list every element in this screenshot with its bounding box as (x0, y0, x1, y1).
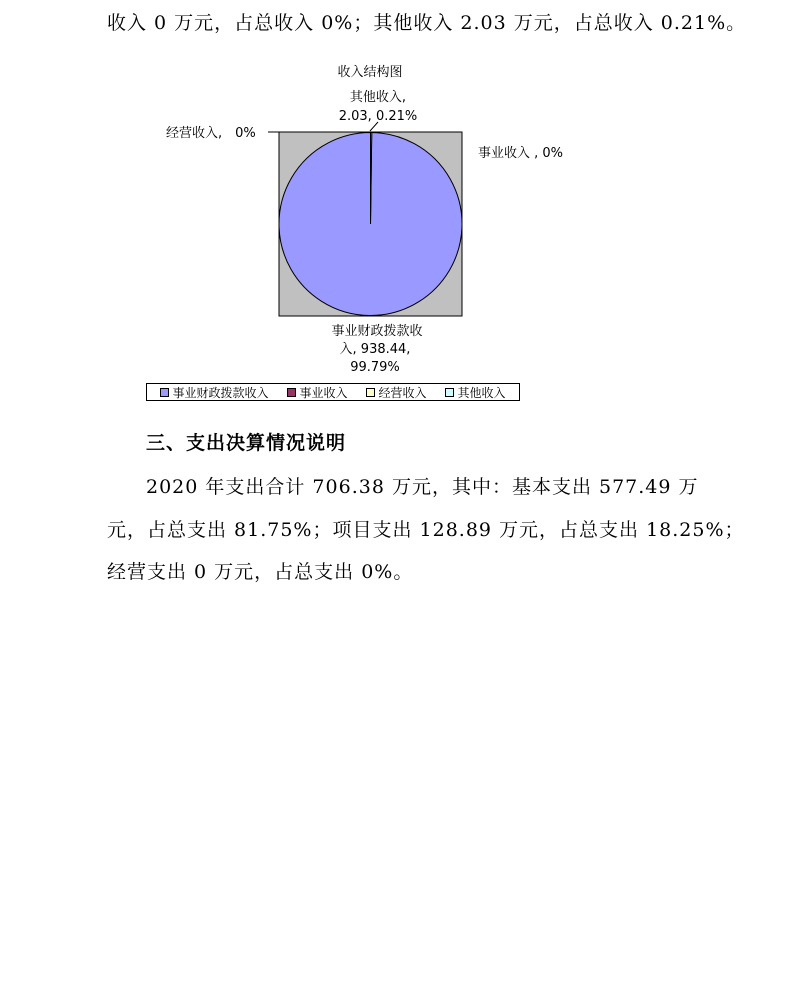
body-text-line: 元，占总支出 81.75%；项目支出 128.89 万元，占总支出 18.25%； (107, 519, 745, 541)
legend-item (160, 384, 268, 401)
legend-swatch-career (287, 388, 296, 397)
legend-swatch-fiscal (160, 388, 169, 397)
body-text-line: 经营支出 0 万元，占总支出 0%。 (107, 561, 414, 583)
income-structure-pie-chart (0, 0, 794, 420)
data-label-other-line1: 其他收入, (349, 90, 407, 105)
legend-label: 其他收入 (457, 385, 506, 400)
legend-label: 事业收入 (299, 385, 348, 400)
data-label-business: 经营收入, 0% (166, 126, 256, 141)
data-label-other-line2: 2.03, 0.21% (338, 109, 418, 124)
body-text-line: 收入 0 万元，占总收入 0%；其他收入 2.03 万元，占总收入 0.21%。 (107, 12, 747, 34)
data-label-fiscal-line1: 事业财政拨款收 (331, 324, 423, 339)
legend-swatch-other (445, 388, 454, 397)
legend-label: 事业财政拨款收入 (172, 385, 269, 400)
legend-item (366, 384, 426, 401)
legend-item (287, 384, 347, 401)
data-label-fiscal-line3: 99.79% (350, 360, 400, 375)
legend-swatch-business (366, 388, 375, 397)
data-label-career: 事业收入 , 0% (478, 146, 564, 161)
chart-title: 收入结构图 (337, 65, 403, 80)
legend-label: 经营收入 (378, 385, 427, 400)
chart-legend (146, 383, 520, 401)
data-label-fiscal-line2: 入, 938.44, (339, 342, 411, 357)
body-text-line: 2020 年支出合计 706.38 万元，其中：基本支出 577.49 万 (146, 476, 699, 498)
legend-item (445, 384, 505, 401)
section-heading: 三、支出决算情况说明 (146, 432, 347, 454)
pie-slices (279, 133, 462, 316)
